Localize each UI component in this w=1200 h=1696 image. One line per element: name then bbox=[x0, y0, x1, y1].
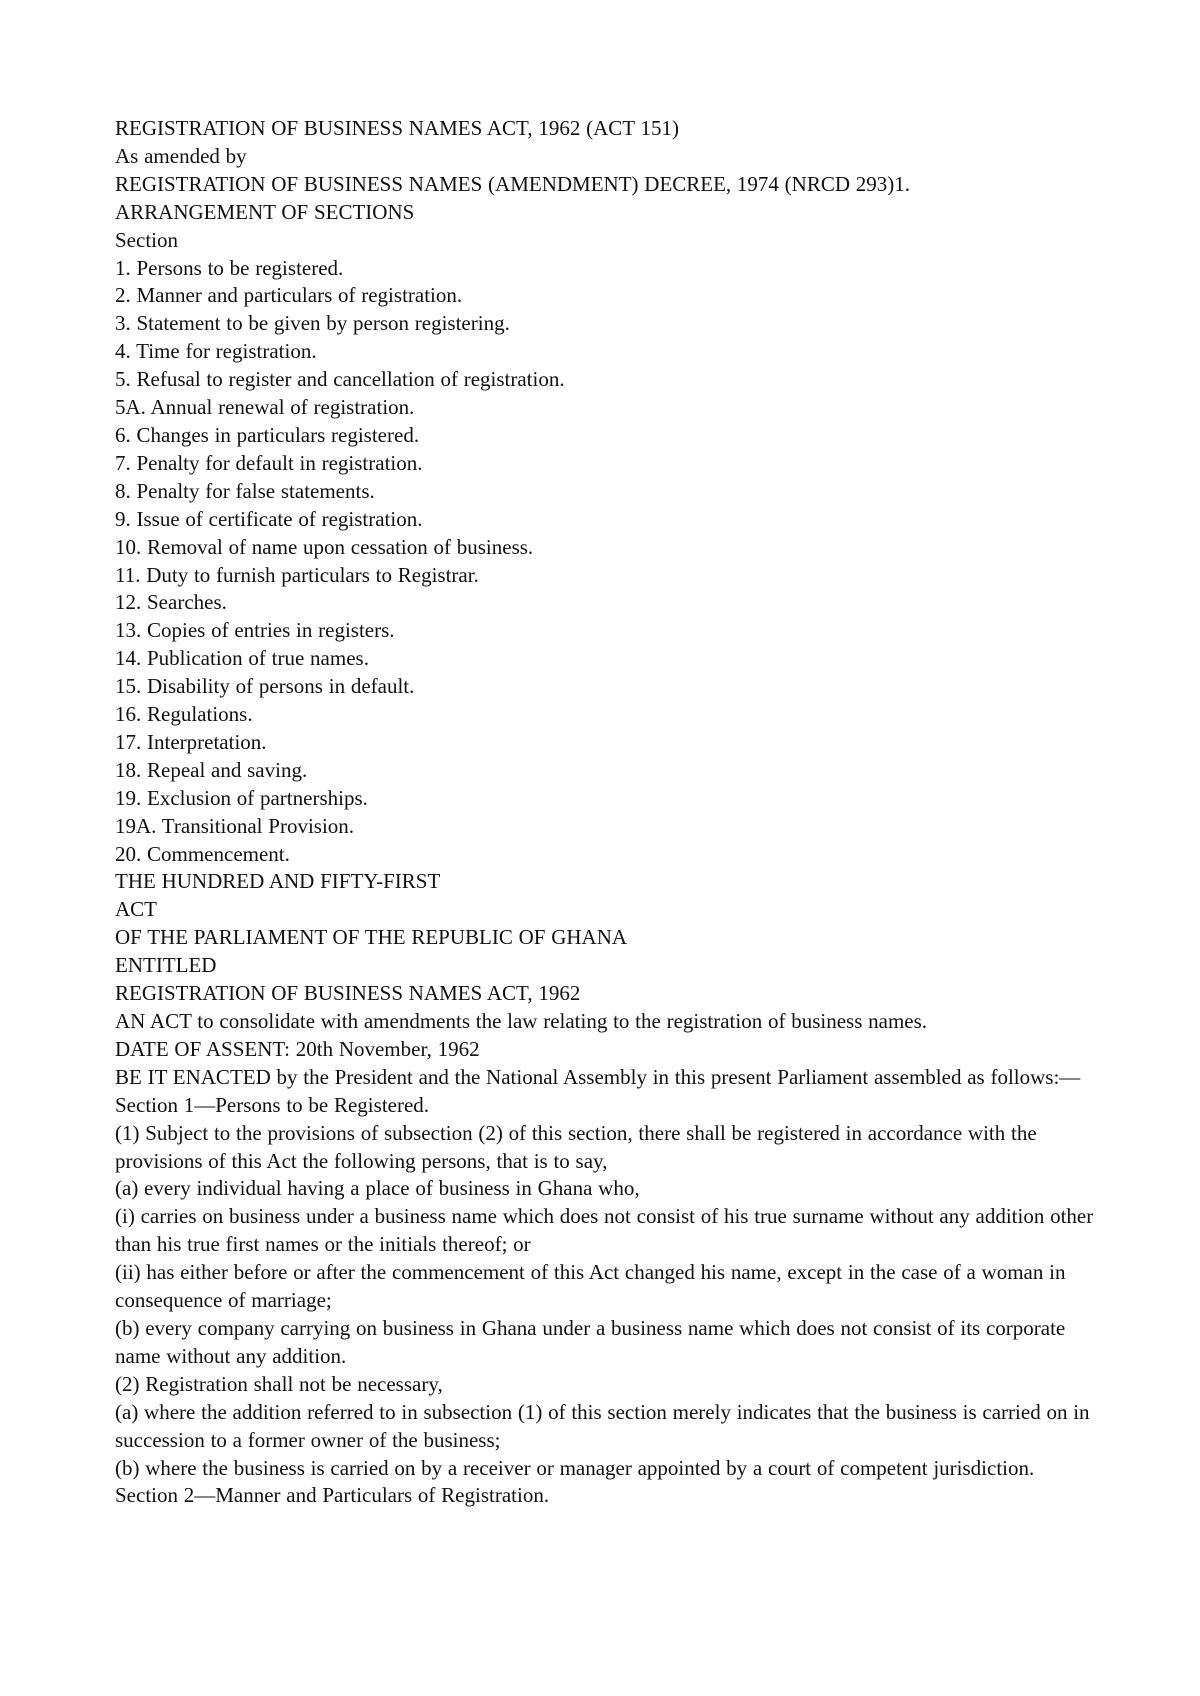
section-1-1-a: (a) every individual having a place of business in Ghana who, bbox=[115, 1176, 640, 1201]
list-item: 15. Disability of persons in default. bbox=[115, 674, 415, 699]
list-item: 7. Penalty for default in registration. bbox=[115, 450, 423, 475]
arrangement-heading: ARRANGEMENT OF SECTIONS bbox=[115, 199, 415, 224]
list-item: 13. Copies of entries in registers. bbox=[115, 618, 395, 643]
section-2-heading: Section 2—Manner and Particulars of Registration. bbox=[115, 1483, 550, 1508]
list-item: 19. Exclusion of partnerships. bbox=[115, 785, 368, 810]
list-item: 12. Searches. bbox=[115, 590, 227, 615]
list-item: 20. Commencement. bbox=[115, 841, 290, 866]
list-item: 1. Persons to be registered. bbox=[115, 255, 344, 280]
list-item: 8. Penalty for false statements. bbox=[115, 478, 375, 503]
list-item: 6. Changes in particulars registered. bbox=[115, 422, 420, 447]
section-1-subsection-2: (2) Registration shall not be necessary, bbox=[115, 1371, 443, 1396]
list-item: 11. Duty to furnish particulars to Registrar. bbox=[115, 562, 479, 587]
list-item: 18. Repeal and saving. bbox=[115, 757, 308, 782]
list-item: 4. Time for registration. bbox=[115, 339, 317, 364]
list-item: 3. Statement to be given by person registering. bbox=[115, 311, 510, 336]
list-item: 16. Regulations. bbox=[115, 702, 253, 727]
act-ordinal: THE HUNDRED AND FIFTY-FIRST bbox=[115, 869, 441, 894]
list-item: 5. Refusal to register and cancellation of registration. bbox=[115, 367, 565, 392]
amendment-decree: REGISTRATION OF BUSINESS NAMES (AMENDMENT) DECREE, 1974 (NRCD 293)1. bbox=[115, 171, 911, 196]
list-item: 2. Manner and particulars of registration. bbox=[115, 283, 463, 308]
document-content bbox=[115, 115, 1100, 1510]
act-title: REGISTRATION OF BUSINESS NAMES ACT, 1962 (ACT 151) bbox=[115, 116, 679, 140]
list-item: 19A. Transitional Provision. bbox=[115, 813, 355, 838]
sections-list bbox=[115, 255, 1100, 869]
list-item: 9. Issue of certificate of registration. bbox=[115, 506, 423, 531]
section-1-2-a: (a) where the addition referred to in subsection (1) of this section merely indicates that the business is carried on in succession to a former owner of the business; bbox=[115, 1399, 1090, 1452]
act-word: ACT bbox=[115, 897, 157, 922]
entitled-line: ENTITLED bbox=[115, 953, 217, 978]
act-short-title: REGISTRATION OF BUSINESS NAMES ACT, 1962 bbox=[115, 981, 581, 1006]
section-1-2-b: (b) where the business is carried on by a receiver or manager appointed by a court of competent jurisdiction. bbox=[115, 1455, 1035, 1480]
section-label: Section bbox=[115, 227, 178, 252]
section-1-1-b: (b) every company carrying on business in Ghana under a business name which does not consist of its corporate name without any addition. bbox=[115, 1315, 1066, 1368]
list-item: 17. Interpretation. bbox=[115, 729, 267, 754]
list-item: 14. Publication of true names. bbox=[115, 646, 369, 671]
amended-by-label: As amended by bbox=[115, 143, 247, 168]
enactment-clause: BE IT ENACTED by the President and the National Assembly in this present Parliament assembled as follows:— bbox=[115, 1064, 1081, 1089]
section-1-heading: Section 1—Persons to be Registered. bbox=[115, 1092, 430, 1117]
list-item: 5A. Annual renewal of registration. bbox=[115, 395, 415, 420]
long-title: AN ACT to consolidate with amendments the law relating to the registration of business names. bbox=[115, 1009, 928, 1033]
section-1-subsection-1: (1) Subject to the provisions of subsection (2) of this section, there shall be registered in accordance with the provisions of this Act the following persons, that is to say, bbox=[115, 1120, 1037, 1173]
section-1-1-a-ii: (ii) has either before or after the commencement of this Act changed his name, except in the case of a woman in consequence of marriage; bbox=[115, 1260, 1066, 1313]
section-1-1-a-i: (i) carries on business under a business name which does not consist of his true surname without any addition other than his true first names or the initials thereof; or bbox=[115, 1204, 1094, 1257]
list-item: 10. Removal of name upon cessation of business. bbox=[115, 534, 534, 559]
parliament-line: OF THE PARLIAMENT OF THE REPUBLIC OF GHANA bbox=[115, 925, 628, 950]
date-of-assent: DATE OF ASSENT: 20th November, 1962 bbox=[115, 1036, 480, 1061]
